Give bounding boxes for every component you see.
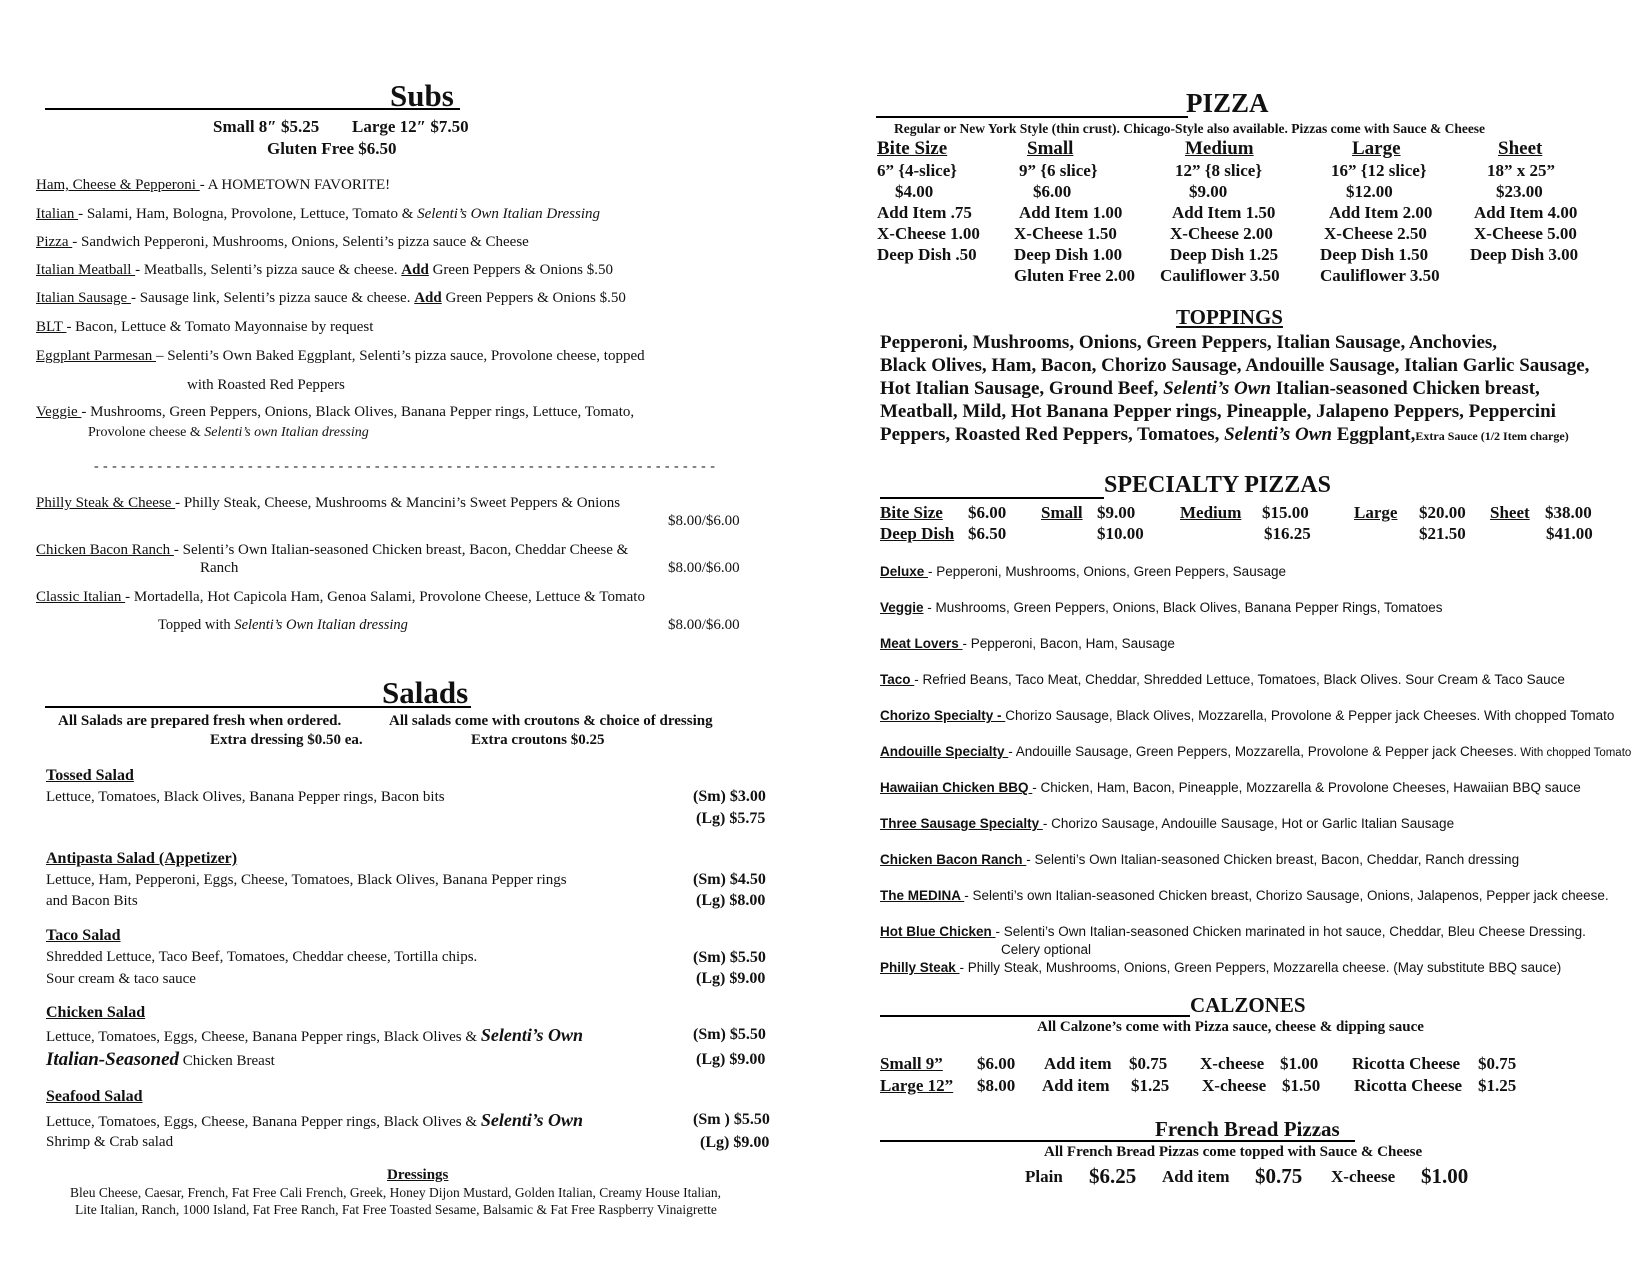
specialty-name: Andouille Specialty [880,744,1009,759]
pizza-cell: 18” x 25” [1487,161,1555,180]
toppings-line: Meatball, Mild, Hot Banana Pepper rings, Pineapple, Jalapeno Peppers, Peppercini [880,401,1556,422]
toppings-text: Eggplant, [1331,424,1416,445]
salad-lg-price-taco: (Lg) $9.00 [696,970,766,987]
sub-item-eggplant-line2: with Roasted Red Peppers [187,377,345,393]
sub-name: Chicken Bacon Ranch [36,542,174,558]
sub-desc: - Salami, Ham, Bologna, Provolone, Lettuce, Tomato & [78,206,418,222]
french-bread-plain-price: $6.25 [1089,1164,1137,1188]
sub-name: Italian Meatball [36,262,136,278]
salad-desc-chicken-line2 [46,1049,275,1071]
toppings-line [880,424,1569,446]
salad-desc-taco-line2: Sour cream & taco sauce [46,971,196,987]
pizza-cell: 12” {8 slice} [1175,161,1263,180]
pizza-cell: Deep Dish 1.50 [1320,245,1429,264]
specialty-name: Chorizo Specialty - [880,708,1006,723]
salad-name-taco: Taco Salad [46,927,121,944]
calzone-add-label: Add item [1042,1076,1110,1095]
pizza-cell: $6.00 [1033,182,1072,201]
specialty-name: Veggie [880,600,924,615]
specialty-name: Meat Lovers [880,636,963,651]
spec-size-sheet [1490,503,1530,523]
specialty-name: The MEDINA [880,888,965,903]
specialty-item-andouille [880,744,1631,759]
specialty-desc: - Selenti’s Own Italian-seasoned Chicken breast, Bacon, Cheddar, Ranch dressing [1026,852,1520,867]
pizza-title-rule [876,116,1188,118]
spec-price: $20.00 [1419,503,1466,522]
sub-item-philly-steak [36,495,620,512]
spec-size-label: Sheet [1490,503,1530,522]
sub-desc: - Sandwich Pepperoni, Mushrooms, Onions, Selenti’s pizza sauce & Cheese [72,234,529,250]
calzone-xc-price: $1.00 [1280,1054,1319,1073]
pizza-cell: Add Item 1.00 [1019,203,1123,222]
pizza-title: PIZZA [1186,88,1269,118]
toppings-line [880,378,1540,400]
pizza-col-head-medium: Medium [1185,138,1254,159]
sub-item-italian [36,206,600,223]
toppings-extra-sauce: Extra Sauce (1/2 Item charge) [1415,429,1569,443]
calzone-size-large: Large 12” [880,1076,954,1095]
salads-title: Salads [382,675,469,710]
pizza-col-head-small: Small [1027,138,1074,159]
pizza-cell: $4.00 [895,182,934,201]
salads-note-croutons: All salads come with croutons & choice of dressing [389,713,713,729]
specialty-name: Three Sausage Specialty [880,816,1043,831]
specialty-item-chorizo [880,708,1614,723]
calzone-xc-label: X-cheese [1202,1076,1267,1095]
spec-price: $6.00 [968,503,1007,522]
spec-size-large [1354,503,1397,523]
toppings-text: Italian-seasoned Chicken breast, [1270,378,1540,399]
specialty-item-deluxe [880,564,1286,579]
sub-add-word: Add [414,290,442,306]
specialty-desc: Chorizo Sausage, Black Olives, Mozzarella, Provolone & Pepper jack Cheeses. With chopped Tomato [1005,708,1615,723]
specialty-item-meat-lovers [880,636,1175,651]
toppings-italic: Selenti’s Own [1163,378,1271,399]
subs-title-rule [45,108,460,110]
specialty-desc: - Mushrooms, Green Peppers, Onions, Black Olives, Banana Pepper Rings, Tomatoes [923,600,1443,615]
salad-name-antipasta: Antipasta Salad (Appetizer) [46,850,238,867]
specialty-desc: - Chorizo Sausage, Andouille Sausage, Hot or Garlic Italian Sausage [1042,816,1455,831]
sub-item-chicken-bacon-ranch-line2: Ranch [200,560,239,576]
spec-price: $15.00 [1262,503,1309,522]
salad-desc-tossed: Lettuce, Tomatoes, Black Olives, Banana Pepper rings, Bacon bits [46,789,445,805]
pizza-cell: 6” {4-slice} [877,161,957,180]
calzone-ricotta-price: $0.75 [1478,1054,1517,1073]
specialty-desc-small: With chopped Tomato [1517,747,1632,759]
pizza-cell: Deep Dish 1.00 [1014,245,1123,264]
pizza-cell: X-Cheese 1.50 [1014,224,1117,243]
salads-note-extra-croutons: Extra croutons $0.25 [471,732,605,748]
calzone-xc-price: $1.50 [1282,1076,1321,1095]
pizza-cell: Deep Dish 1.25 [1170,245,1279,264]
toppings-line: Pepperoni, Mushrooms, Onions, Green Peppers, Italian Sausage, Anchovies, [880,332,1498,353]
salad-desc-taco: Shredded Lettuce, Taco Beef, Tomatoes, Cheddar cheese, Tortilla chips. [46,949,478,965]
french-bread-add-price: $0.75 [1255,1164,1303,1188]
specialty-desc: - Chicken, Ham, Bacon, Pineapple, Mozzarella & Provolone Cheeses, Hawaiian BBQ sauce [1032,780,1581,795]
specialty-item-hot-blue-chicken-line2: Celery optional [1001,942,1092,957]
salad-desc-text: Chicken Breast [179,1053,275,1069]
salad-sm-price-taco: (Sm) $5.50 [693,949,766,966]
salad-desc-seafood [46,1110,583,1131]
calzone-price: $8.00 [977,1076,1016,1095]
calzones-title-rule [880,1015,1190,1017]
specialty-name: Taco [880,672,915,687]
salads-note-extra-dressing: Extra dressing $0.50 ea. [210,732,363,748]
calzone-add-price: $1.25 [1131,1076,1170,1095]
spec-size-label: Medium [1180,503,1242,522]
spec-dd-price: $21.50 [1419,524,1466,543]
french-bread-add-label: Add item [1162,1167,1230,1186]
sub-item-ham-cheese-pepperoni [36,177,390,194]
salad-sm-price-chicken: (Sm) $5.50 [693,1026,766,1043]
specialty-name: Chicken Bacon Ranch [880,852,1027,867]
subs-title: Subs [390,78,454,113]
subs-small-size: Small 8″ $5.25 [213,117,320,136]
french-bread-subtitle: All French Bread Pizzas come topped with Sauce & Cheese [1044,1144,1423,1160]
calzone-add-price: $0.75 [1129,1054,1168,1073]
pizza-cell: X-Cheese 2.50 [1324,224,1427,243]
sub-add-word: Add [401,262,429,278]
specialty-name: Hot Blue Chicken [880,924,996,939]
specialty-desc: - Pepperoni, Bacon, Ham, Sausage [962,636,1175,651]
sub-item-classic-italian-line2 [158,617,408,634]
toppings-text: Peppers, Roasted Red Peppers, Tomatoes, [880,424,1225,445]
sub-desc: - A HOMETOWN FAVORITE! [199,177,391,193]
sub-desc: Provolone cheese & [88,425,205,440]
salad-desc-italic: Selenti’s Own [480,1025,584,1045]
sub-desc-italic: Selenti’s Own Italian Dressing [417,206,601,222]
sub-desc: - Philly Steak, Cheese, Mushrooms & Mancini’s Sweet Peppers & Onions [175,495,621,511]
sub-item-pizza [36,234,529,251]
calzone-xc-label: X-cheese [1200,1054,1265,1073]
sub-desc-italic: Selenti’s own Italian dressing [204,425,369,440]
pizza-cell: Deep Dish 3.00 [1470,245,1579,264]
calzone-ricotta-label: Ricotta Cheese [1352,1054,1461,1073]
salad-lg-price-chicken: (Lg) $9.00 [696,1051,766,1068]
pizza-col-head-large: Large [1352,138,1401,159]
pizza-cell: X-Cheese 1.00 [877,224,980,243]
specialty-item-philly-steak [880,960,1561,975]
salad-desc-antipasta: Lettuce, Ham, Pepperoni, Eggs, Cheese, Tomatoes, Black Olives, Banana Pepper rings [46,872,567,888]
calzone-ricotta-label: Ricotta Cheese [1354,1076,1463,1095]
pizza-cell: Add Item 2.00 [1329,203,1433,222]
spec-price: $9.00 [1097,503,1136,522]
sub-name: Ham, Cheese & Pepperoni [36,177,200,193]
salad-lg-price-seafood: (Lg) $9.00 [700,1134,770,1151]
specialty-desc: - Philly Steak, Mushrooms, Onions, Green Peppers, Mozzarella cheese. (May substitute BBQ sauce) [959,960,1562,975]
salad-desc-italic: Selenti’s Own [480,1110,584,1130]
sub-name: Classic Italian [36,589,126,605]
sub-name: BLT [36,319,67,335]
sub-desc: - Mortadella, Hot Capicola Ham, Genoa Salami, Provolone Cheese, Lettuce & Tomato [125,589,645,605]
pizza-cell: 16” {12 slice} [1331,161,1427,180]
sub-item-chicken-bacon-ranch [36,542,628,559]
specialty-name: Hawaiian Chicken BBQ [880,780,1033,795]
salads-title-rule [45,706,471,708]
sub-name: Eggplant Parmesan [36,348,156,364]
subs-large-size: Large 12″ $7.50 [352,117,469,136]
spec-size-small [1041,503,1083,523]
specialty-item-the-medina [880,888,1609,903]
calzones-subtitle: All Calzone’s come with Pizza sauce, cheese & dipping sauce [1037,1019,1424,1035]
sub-desc: - Meatballs, Selenti’s pizza sauce & cheese. [135,262,402,278]
pizza-cell: Add Item 1.50 [1172,203,1276,222]
spec-size-label: Deep Dish [880,524,955,543]
pizza-cell: $9.00 [1189,182,1228,201]
dressings-list-line1: Bleu Cheese, Caesar, French, Fat Free Cali French, Greek, Honey Dijon Mustard, Golden Italian, Creamy House Italian, [70,1185,722,1200]
sub-item-italian-meatball [36,262,613,279]
salad-sm-price-seafood: (Sm ) $5.50 [693,1111,770,1128]
calzone-ricotta-price: $1.25 [1478,1076,1517,1095]
pizza-cell: $12.00 [1346,182,1393,201]
sub-item-veggie-line2 [88,425,369,441]
pizza-cell: Cauliflower 3.50 [1160,266,1280,285]
calzone-size-small: Small 9” [880,1054,943,1073]
toppings-text: Hot Italian Sausage, Ground Beef, [880,378,1164,399]
sub-item-italian-sausage [36,290,626,307]
salad-lg-price-tossed: (Lg) $5.75 [696,810,766,827]
sub-desc: - Mushrooms, Green Peppers, Onions, Black Olives, Banana Pepper rings, Lettuce, Tomato, [81,404,635,420]
salads-note-fresh: All Salads are prepared fresh when ordered. [58,713,342,729]
spec-price: $38.00 [1545,503,1592,522]
pizza-col-head-bite-size: Bite Size [877,138,948,159]
sub-add-text: Green Peppers & Onions $.50 [428,262,613,278]
sub-price-chicken-bacon-ranch: $8.00/$6.00 [668,560,740,576]
sub-name: Veggie [36,404,82,420]
sub-add-text: Green Peppers & Onions $.50 [441,290,626,306]
sub-desc: - Selenti’s Own Italian-seasoned Chicken breast, Bacon, Cheddar Cheese & [173,542,629,558]
sub-price-philly-steak: $8.00/$6.00 [668,513,740,529]
pizza-cell: Deep Dish .50 [877,245,977,264]
specialty-item-veggie [880,600,1443,615]
specialty-item-hawaiian-chicken-bbq [880,780,1581,795]
salad-desc-italic: Italian-Seasoned [46,1049,180,1070]
specialty-desc: - Andouille Sausage, Green Peppers, Mozzarella, Provolone & Pepper jack Cheeses. [1008,744,1518,759]
pizza-cell: Add Item 4.00 [1474,203,1578,222]
sub-name: Philly Steak & Cheese [36,495,176,511]
specialty-desc: - Pepperoni, Mushrooms, Onions, Green Peppers, Sausage [928,564,1286,579]
salad-desc-text: Lettuce, Tomatoes, Eggs, Cheese, Banana Pepper rings, Black Olives & [46,1114,481,1130]
subs-gluten-free: Gluten Free $6.50 [267,139,397,158]
dressings-title: Dressings [387,1167,449,1183]
calzone-price: $6.00 [977,1054,1016,1073]
spec-dd-price: $6.50 [968,524,1007,543]
spec-size-bite [880,503,943,523]
pizza-cell: Gluten Free 2.00 [1014,266,1136,285]
sub-item-veggie [36,404,634,421]
sub-desc: - Sausage link, Selenti’s pizza sauce & cheese. [130,290,415,306]
spec-dd-price: $41.00 [1546,524,1593,543]
french-bread-xc-price: $1.00 [1421,1164,1469,1188]
specialty-desc: - Refried Beans, Taco Meat, Cheddar, Shredded Lettuce, Tomatoes, Black Olives. Sour Cream & Taco Sauce [914,672,1565,687]
spec-size-medium [1180,503,1241,523]
sub-desc: - Bacon, Lettuce & Tomato Mayonnaise by request [66,319,374,335]
pizza-subtitle: Regular or New York Style (thin crust). Chicago-Style also available. Pizzas come with Sauce & Cheese [894,121,1486,136]
salad-sm-price-antipasta: (Sm) $4.50 [693,871,766,888]
salad-name-seafood: Seafood Salad [46,1088,143,1105]
salad-desc-text: Lettuce, Tomatoes, Eggs, Cheese, Banana Pepper rings, Black Olives & [46,1029,481,1045]
specialty-item-three-sausage [880,816,1454,831]
salad-desc-antipasta-line2: and Bacon Bits [46,893,138,909]
sub-desc-italic: Selenti’s Own Italian dressing [234,617,408,633]
salad-sm-price-tossed: (Sm) $3.00 [693,788,766,805]
specialty-name: Philly Steak [880,960,960,975]
sub-desc: Topped with [158,617,235,633]
specialty-desc: - Selenti’s Own Italian-seasoned Chicken marinated in hot sauce, Cheddar, Bleu Cheese Dressing. [995,924,1586,939]
specialty-title-rule [880,497,1104,499]
pizza-cell: X-Cheese 5.00 [1474,224,1577,243]
calzones-title: CALZONES [1190,993,1306,1017]
sub-name: Italian [36,206,79,222]
sub-desc: – Selenti’s Own Baked Eggplant, Selenti’s pizza sauce, Provolone cheese, topped [155,348,645,364]
french-bread-xc-label: X-cheese [1331,1167,1396,1186]
pizza-cell: 9” {6 slice} [1019,161,1098,180]
toppings-line: Black Olives, Ham, Bacon, Chorizo Sausage, Andouille Sausage, Italian Garlic Sausage, [880,355,1590,376]
specialty-item-chicken-bacon-ranch [880,852,1519,867]
sub-item-classic-italian [36,589,645,606]
spec-size-label: Small [1041,503,1083,522]
dressings-list-line2: Lite Italian, Ranch, 1000 Island, Fat Free Ranch, Fat Free Toasted Sesame, Balsamic & Fat Free Raspberry Vinaigrette [75,1202,717,1217]
specialty-title: SPECIALTY PIZZAS [1104,472,1331,498]
sub-price-classic-italian: $8.00/$6.00 [668,617,740,633]
subs-divider: - - - - - - - - - - - - - - - - - - - - - - - - - - - - - - - - - - - - - - - - - - - - - - - - - - - - - - - - - - - - - - - - - - - - - [94,459,716,474]
sub-name: Italian Sausage [36,290,131,306]
pizza-col-head-sheet: Sheet [1498,138,1543,159]
salad-name-tossed: Tossed Salad [46,767,134,784]
salad-desc-chicken [46,1025,583,1046]
french-bread-title-rule [880,1140,1355,1142]
specialty-name: Deluxe [880,564,929,579]
salad-lg-price-antipasta: (Lg) $8.00 [696,892,766,909]
calzone-add-label: Add item [1044,1054,1112,1073]
specialty-item-taco [880,672,1565,687]
toppings-italic: Selenti’s Own [1224,424,1332,445]
sub-name: Pizza [36,234,73,250]
toppings-title: TOPPINGS [1176,305,1283,329]
pizza-cell: X-Cheese 2.00 [1170,224,1273,243]
french-bread-title: French Bread Pizzas [1155,1117,1340,1141]
sub-item-blt [36,319,373,336]
pizza-cell: Cauliflower 3.50 [1320,266,1440,285]
spec-dd-price: $10.00 [1097,524,1144,543]
salad-desc-seafood-line2: Shrimp & Crab salad [46,1134,174,1150]
pizza-cell: Add Item .75 [877,203,972,222]
pizza-cell: $23.00 [1496,182,1543,201]
spec-size-label: Large [1354,503,1398,522]
sub-item-eggplant-parmesan [36,348,645,365]
french-bread-plain-label: Plain [1025,1167,1063,1186]
specialty-item-hot-blue-chicken [880,924,1586,939]
spec-dd-price: $16.25 [1264,524,1311,543]
spec-size-label: Bite Size [880,503,943,522]
salad-name-chicken: Chicken Salad [46,1004,146,1021]
specialty-desc: - Selenti’s own Italian-seasoned Chicken breast, Chorizo Sausage, Onions, Jalapenos, Pepper jack cheese. [964,888,1609,903]
spec-deep-dish-label [880,524,954,544]
